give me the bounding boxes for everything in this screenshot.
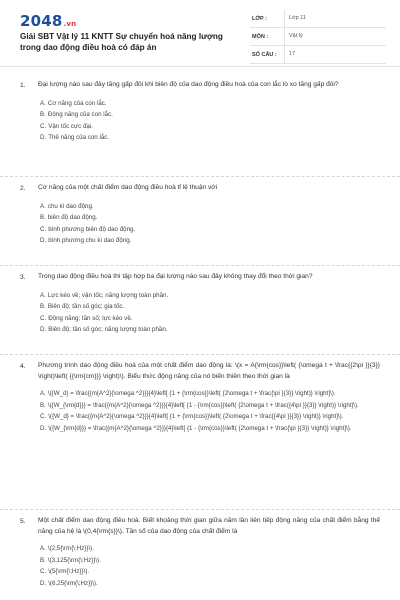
question-number: 5. [20, 518, 26, 525]
question-item [0, 355, 400, 510]
question-text: Một chất điểm dao động điều hoà. Biết khoảng thời gian giữa năm lần liên tiếp động năng của chất điểm bằng thế năng của hệ là \(0,4{\rm{s}}\). Tần số của dao động của chất điểm là [38, 517, 380, 535]
question-item [0, 74, 400, 177]
meta-row-subject [250, 28, 386, 46]
option-letter: D. [40, 579, 47, 587]
answer-option[interactable] [40, 98, 380, 110]
answer-option[interactable] [40, 400, 380, 412]
option-text: Động năng; tần số; lực kéo về. [48, 314, 133, 322]
answer-option[interactable] [40, 301, 380, 313]
option-letter: A. [40, 99, 46, 107]
option-text: \({W_{\rm{d}}} = \frac{{m{A^2}{\omega ^2}}}{4}\left[ {1 - {\rm{cos}}\left( {2\omega t + \frac{\pi }{3}} \right)} \right]\). [48, 424, 352, 432]
option-text: Lực kéo về; vận tốc; năng lượng toàn phần. [47, 291, 169, 299]
option-text: Biên độ; tần số góc; năng lượng toàn phần. [48, 326, 168, 333]
document-header [0, 0, 400, 67]
answer-option[interactable] [40, 578, 380, 590]
answer-option[interactable] [40, 201, 380, 213]
option-text: \(2,5{\rm{\;Hz}}\). [47, 545, 94, 552]
meta-key: SỐ CÂU : [252, 51, 277, 58]
answer-option[interactable] [40, 411, 380, 423]
answer-option[interactable] [40, 388, 380, 400]
question-item [0, 266, 400, 355]
question-text: Đại lượng nào sau đây tăng gấp đôi khi biên độ của dao động điều hoà của con lắc lò xo tăng gấp đôi? [38, 81, 339, 88]
question-number: 1. [20, 82, 26, 89]
answer-option[interactable] [40, 109, 380, 121]
option-letter: B. [40, 214, 46, 221]
answer-option[interactable] [40, 121, 380, 133]
option-letter: D. [40, 134, 47, 141]
option-text: \(6,25{\rm{\;Hz}}\). [48, 579, 98, 587]
option-letter: B. [40, 111, 46, 118]
option-text: \(3,125{\rm{\;Hz}}\). [47, 556, 101, 564]
option-text: \({W_d} = \frac{{m{A^2}{\omega ^2}}}{4}\left[ {1 + {\rm{cos}}\left( {2\omega t + \frac{{4\pi }}{3}} \right)} \right]\). [48, 413, 344, 420]
meta-key: MÔN : [252, 33, 269, 40]
option-letter: C. [40, 122, 47, 130]
option-letter: B. [40, 556, 46, 564]
meta-value: Vật lý [284, 28, 303, 45]
option-text: Cơ năng của con lắc. [47, 99, 107, 107]
answer-option[interactable] [40, 235, 380, 247]
logo-tld: .vn [63, 20, 77, 28]
option-text: bình phương chu kì dao động. [48, 237, 132, 244]
option-letter: D. [40, 424, 47, 432]
option-list [40, 201, 380, 247]
option-list [40, 98, 380, 144]
option-list [40, 290, 380, 336]
answer-option[interactable] [40, 324, 380, 336]
option-letter: D. [40, 237, 47, 244]
option-letter: C. [40, 225, 47, 233]
option-letter: B. [40, 303, 46, 310]
option-text: bình phương biên độ dao động. [48, 225, 136, 233]
question-text: Phương trình dao động điều hoà của một chất điểm dao động là: \(x = A{\rm{cos}}\left( {\omega t + \frac{{2\pi }}{3}} \right)\left( {{\rm{cm}}} \right)\). Biểu thức động năng của nó biến thiên theo thời gian là [38, 362, 380, 380]
site-logo[interactable] [20, 12, 76, 30]
meta-value: 17 [284, 46, 295, 63]
option-letter: C. [40, 568, 47, 575]
answer-option[interactable] [40, 313, 380, 325]
option-list [40, 543, 380, 589]
option-text: \(5{\rm{\;Hz}}\). [48, 568, 90, 575]
option-letter: A. [40, 202, 46, 210]
question-number: 3. [20, 274, 26, 281]
answer-option[interactable] [40, 132, 380, 144]
meta-table [250, 10, 386, 64]
answer-option[interactable] [40, 566, 380, 578]
option-list [40, 388, 380, 434]
answer-option[interactable] [40, 224, 380, 236]
answer-option[interactable] [40, 543, 380, 555]
option-text: Động năng của con lắc. [47, 111, 113, 118]
option-letter: C. [40, 413, 47, 420]
option-text: \({W_{\rm{d}}} = \frac{{m{A^2}{\omega ^2}}}{4}\left[ {1 - {\rm{cos}}\left( {2\omega t + \frac{{4\pi }}{3}} \right)} \right]\). [47, 401, 359, 409]
option-letter: A. [40, 291, 46, 299]
answer-option[interactable] [40, 555, 380, 567]
option-letter: A. [40, 390, 46, 397]
question-text: Cơ năng của một chất điểm dao động điều hoà tỉ lệ thuận với [38, 184, 218, 191]
question-item [0, 510, 400, 599]
question-number: 4. [20, 363, 26, 370]
meta-value: Lớp 11 [284, 10, 306, 27]
meta-row-class [250, 10, 386, 28]
meta-key: LỚP : [252, 15, 267, 22]
option-letter: D. [40, 326, 47, 333]
option-letter: B. [40, 401, 46, 409]
question-text: Trong dao động điều hoà thì tập hợp ba đại lượng nào sau đây không thay đổi theo thời gian? [38, 273, 313, 280]
option-text: Biên độ; tần số góc; gia tốc. [47, 303, 125, 310]
option-text: Vận tốc cực đại. [48, 122, 93, 130]
option-text: biên độ dao động. [47, 214, 98, 221]
answer-option[interactable] [40, 423, 380, 435]
logo-text: 2048 [20, 12, 63, 30]
option-text: chu kì dao động. [47, 202, 94, 210]
option-text: Thế năng của con lắc. [48, 134, 110, 141]
question-number: 2. [20, 185, 26, 192]
answer-option[interactable] [40, 212, 380, 224]
option-text: \({W_d} = \frac{{m{A^2}{\omega ^2}}}{4}\left[ {1 + {\rm{cos}}\left( {2\omega t + \frac{\pi }{3}} \right)} \right]\). [47, 390, 336, 397]
document-title: Giải SBT Vật lý 11 KNTT Sự chuyển hoá năng lượng trong dao động điều hoà có đáp án [20, 32, 223, 52]
option-letter: C. [40, 314, 47, 322]
answer-option[interactable] [40, 290, 380, 302]
option-letter: A. [40, 545, 46, 552]
meta-row-question-count [250, 46, 386, 64]
question-list [0, 74, 400, 599]
question-item [0, 177, 400, 266]
